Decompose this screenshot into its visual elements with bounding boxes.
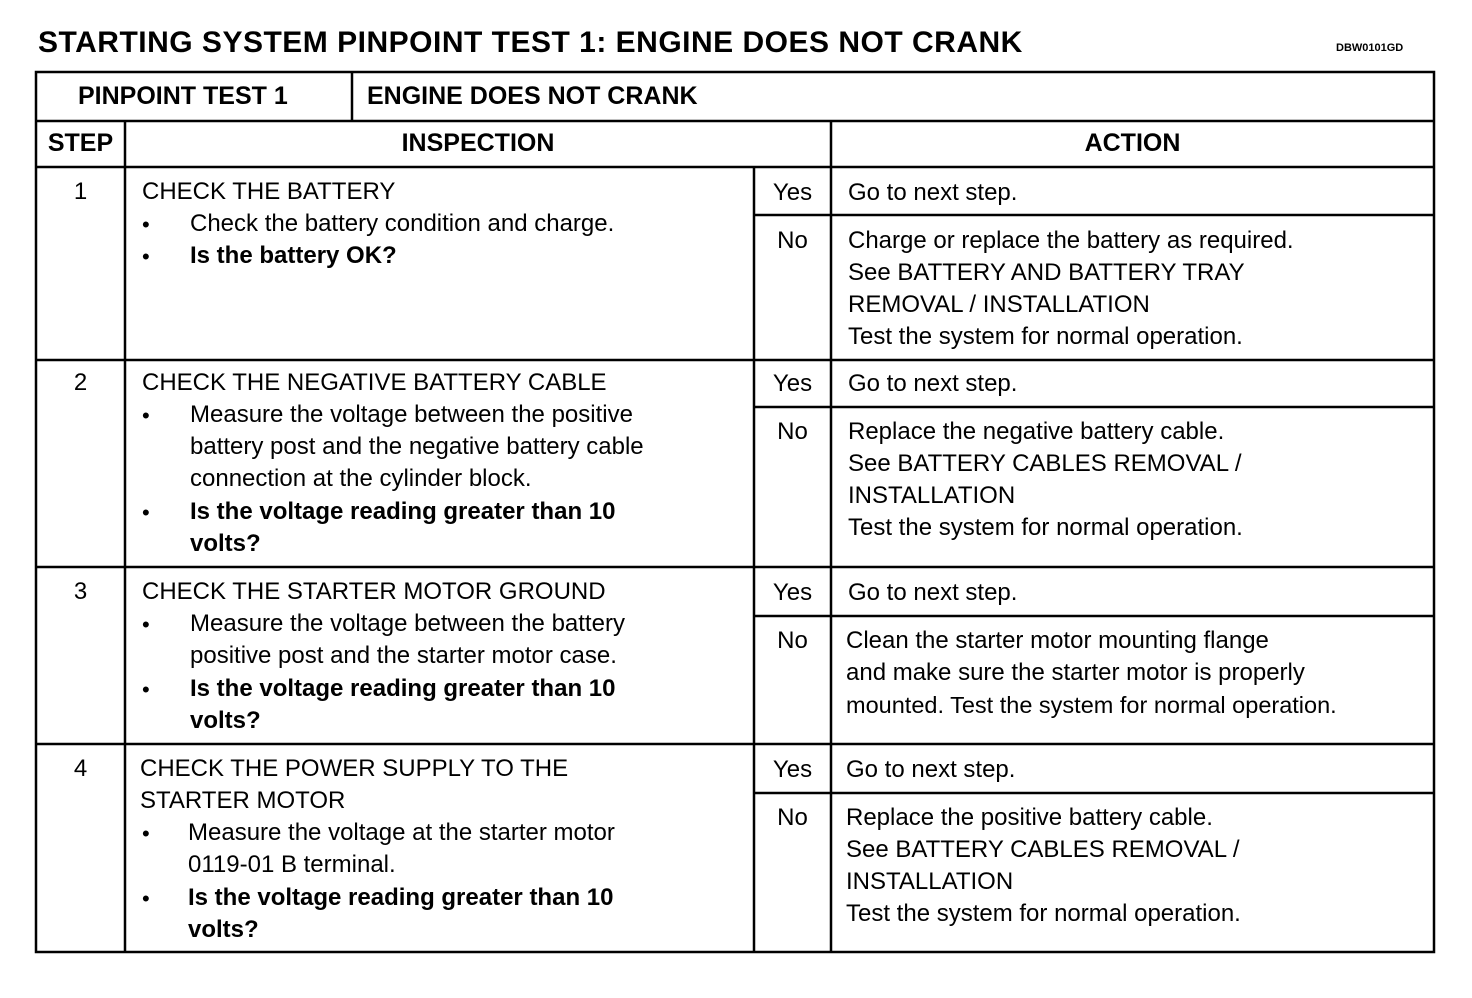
inspection-question: Is the battery OK? [190, 242, 397, 269]
bullet-glyph: • [142, 403, 150, 428]
yes-label: Yes [772, 370, 813, 397]
inspection-question: Is the voltage reading greater than 10 [190, 675, 616, 702]
no-action-line: See BATTERY CABLES REMOVAL / [848, 450, 1242, 477]
no-action-line: Charge or replace the battery as required. [848, 227, 1294, 254]
no-action-line: and make sure the starter motor is properly [846, 659, 1305, 686]
no-label: No [777, 804, 808, 831]
no-action-line: See BATTERY AND BATTERY TRAY [848, 259, 1245, 286]
inspection-instruction: Check the battery condition and charge. [190, 210, 615, 237]
inspection-instruction: Measure the voltage at the starter motor [188, 819, 615, 846]
step-heading: CHECK THE STARTER MOTOR GROUND [142, 578, 606, 605]
yes-action: Go to next step. [848, 370, 1018, 397]
no-action-line: Replace the positive battery cable. [846, 804, 1213, 831]
yes-label: Yes [772, 579, 813, 606]
step-number: 2 [73, 369, 88, 396]
document-code: DBW0101GD [1336, 42, 1404, 54]
yes-action: Go to next step. [846, 756, 1016, 783]
page-title: STARTING SYSTEM PINPOINT TEST 1: ENGINE DOES NOT CRANK [38, 26, 1023, 59]
pinpoint-test-label: PINPOINT TEST 1 [78, 82, 288, 110]
no-action-line: Replace the negative battery cable. [848, 418, 1225, 445]
bullet-glyph: • [142, 886, 150, 911]
bullet-glyph: • [142, 612, 150, 637]
inspection-question: Is the voltage reading greater than 10 [190, 498, 616, 525]
bullet-glyph: • [142, 244, 150, 269]
pinpoint-test-name: ENGINE DOES NOT CRANK [367, 82, 698, 110]
yes-action: Go to next step. [848, 579, 1018, 606]
step-number: 1 [73, 178, 88, 205]
inspection-instruction: Measure the voltage between the battery [190, 610, 625, 637]
no-label: No [777, 627, 808, 654]
inspection-question: Is the voltage reading greater than 10 [188, 884, 614, 911]
column-header-step: STEP [47, 129, 114, 157]
step-heading: STARTER MOTOR [140, 787, 346, 814]
inspection-question: volts? [188, 916, 259, 943]
no-action-line: INSTALLATION [846, 868, 1014, 895]
inspection-instruction: Measure the voltage between the positive [190, 401, 633, 428]
no-action-line: mounted. Test the system for normal operation. [846, 692, 1337, 718]
step-heading: CHECK THE NEGATIVE BATTERY CABLE [142, 369, 607, 396]
step-heading: CHECK THE POWER SUPPLY TO THE [140, 755, 569, 782]
step-number: 3 [73, 578, 88, 605]
bullet-glyph: • [142, 212, 150, 237]
no-action-line: Test the system for normal operation. [848, 323, 1243, 350]
bullet-glyph: • [142, 821, 150, 846]
column-header-action: ACTION [1084, 129, 1181, 157]
inspection-instruction: positive post and the starter motor case. [190, 642, 617, 669]
yes-action: Go to next step. [848, 179, 1018, 206]
column-header-inspection: INSPECTION [401, 129, 555, 157]
bullet-glyph: • [142, 677, 150, 702]
no-label: No [777, 418, 808, 445]
no-action-line: Test the system for normal operation. [846, 900, 1241, 927]
step-number: 4 [73, 755, 88, 782]
inspection-instruction: 0119-01 B terminal. [188, 851, 396, 878]
no-action-line: Test the system for normal operation. [848, 514, 1243, 541]
inspection-instruction: battery post and the negative battery cable [190, 433, 644, 460]
no-action-line: Clean the starter motor mounting flange [846, 627, 1269, 654]
no-action-line: INSTALLATION [848, 482, 1016, 509]
step-heading: CHECK THE BATTERY [142, 178, 396, 205]
bullet-glyph: • [142, 500, 150, 525]
yes-label: Yes [772, 179, 813, 206]
no-action-line: See BATTERY CABLES REMOVAL / [846, 836, 1240, 863]
yes-label: Yes [772, 756, 813, 783]
inspection-instruction: connection at the cylinder block. [190, 465, 532, 492]
no-label: No [777, 227, 808, 254]
no-action-line: REMOVAL / INSTALLATION [848, 291, 1150, 318]
inspection-question: volts? [190, 707, 261, 734]
inspection-question: volts? [190, 530, 261, 557]
